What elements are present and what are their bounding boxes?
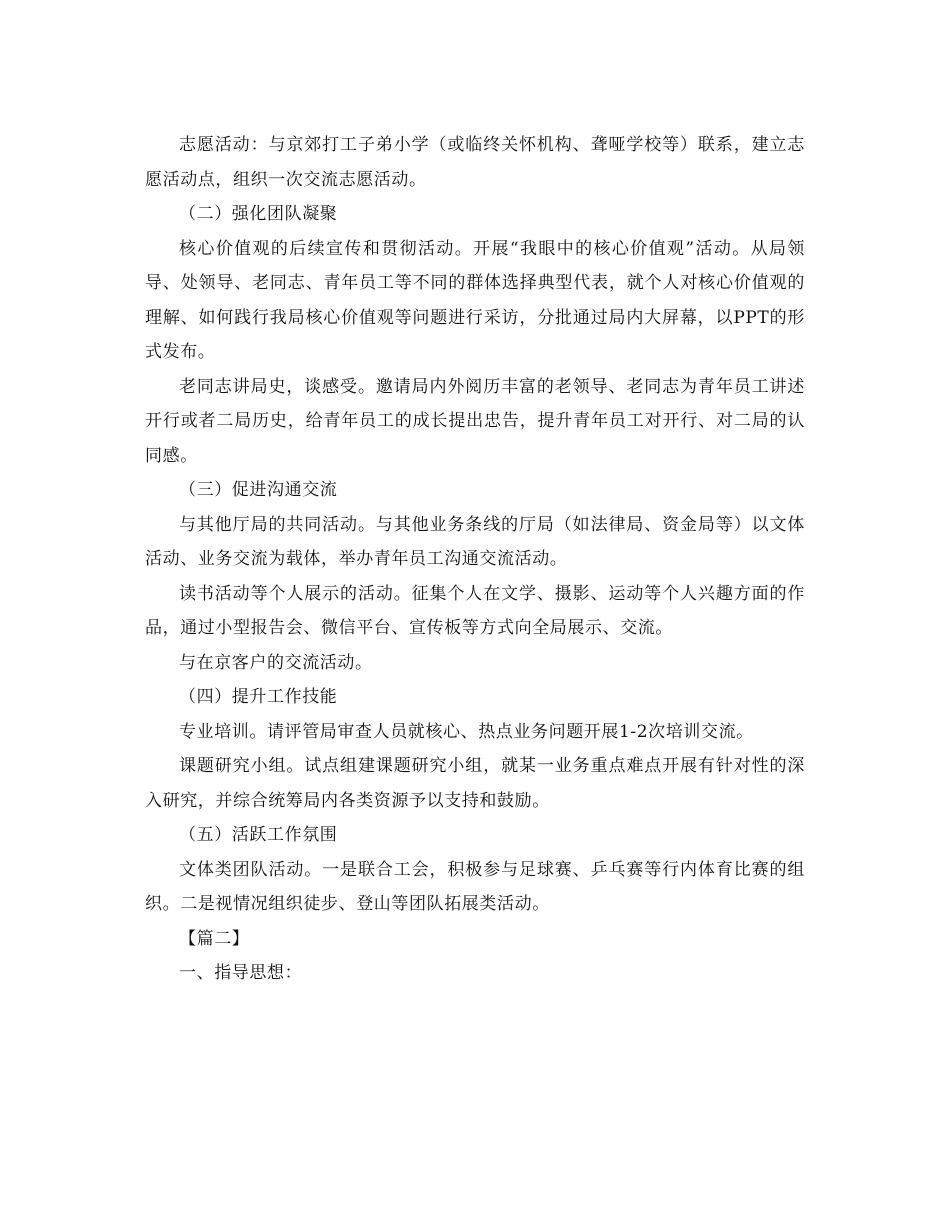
section-heading-guiding-ideology: 一、指导思想： <box>179 963 303 983</box>
paragraph-team-sports: 文体类团队活动。一是联合工会，积极参与足球赛、乒乓赛等行内体育比赛的组织。二是视情况组织徒步、登山等团队拓展类活动。 <box>145 859 805 914</box>
section-heading-communication: （三）促进沟通交流 <box>179 480 338 500</box>
paragraph-joint-activities: 与其他厅局的共同活动。与其他业务条线的厅局（如法律局、资金局等）以文体活动、业务交流为载体，举办青年员工沟通交流活动。 <box>145 514 805 569</box>
document-body <box>145 128 805 991</box>
paragraph-core-values: 核心价值观的后续宣传和贯彻活动。开展“我眼中的核心价值观”活动。从局领导、处领导、老同志、青年员工等不同的群体选择典型代表，就个人对核心价值观的理解、如何践行我局核心价值观等问题进行采访，分批通过局内大屏幕，以PPT的形式发布。 <box>145 238 805 362</box>
part-heading-two: 【篇二】 <box>179 928 250 949</box>
paragraph-bureau-history: 老同志讲局史，谈感受。邀请局内外阅历丰富的老领导、老同志为青年员工讲述开行或者二局历史，给青年员工的成长提出忠告，提升青年员工对开行、对二局的认同感。 <box>145 376 805 466</box>
section-heading-work-skills: （四）提升工作技能 <box>179 687 338 707</box>
section-heading-work-atmosphere: （五）活跃工作氛围 <box>179 825 338 845</box>
paragraph-client-exchange: 与在京客户的交流活动。 <box>179 652 373 673</box>
paragraph-professional-training: 专业培训。请评管局审查人员就核心、热点业务问题开展1-2次培训交流。 <box>179 721 754 742</box>
paragraph-reading-activities: 读书活动等个人展示的活动。征集个人在文学、摄影、运动等个人兴趣方面的作品，通过小型报告会、微信平台、宣传板等方式向全局展示、交流。 <box>145 583 805 638</box>
paragraph-volunteer-activity: 志愿活动：与京郊打工子弟小学（或临终关怀机构、聋哑学校等）联系，建立志愿活动点，组织一次交流志愿活动。 <box>145 135 805 190</box>
section-heading-team-cohesion: （二）强化团队凝聚 <box>179 204 338 224</box>
paragraph-research-group: 课题研究小组。试点组建课题研究小组，就某一业务重点难点开展有针对性的深入研究，并综合统筹局内各类资源予以支持和鼓励。 <box>145 756 805 811</box>
